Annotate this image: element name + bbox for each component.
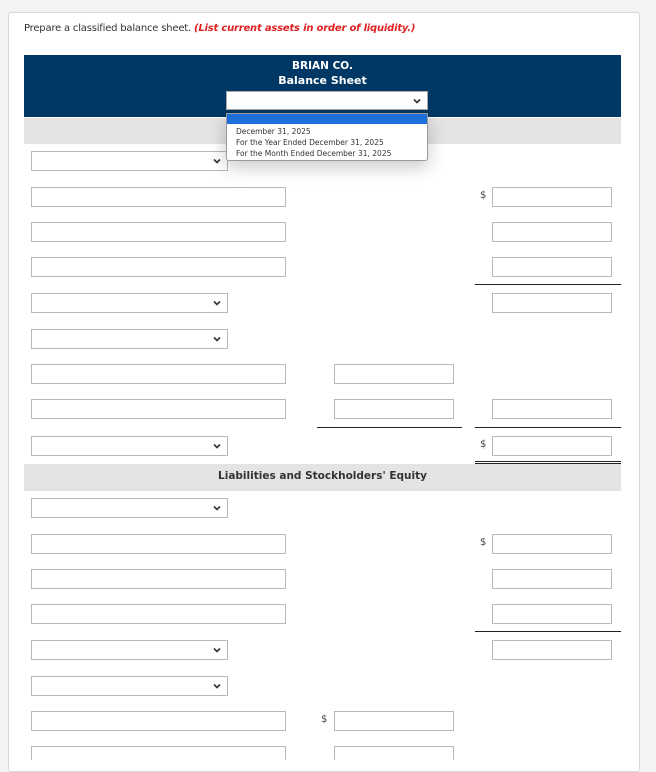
dollar-sign: $ [480,537,487,548]
chevron-down-icon [212,645,222,655]
liabilities-band [24,464,621,491]
dropdown-option-december-31[interactable]: December 31, 2025 [236,127,311,136]
company-name: BRIAN CO. [292,60,353,72]
amount-input[interactable] [492,257,612,277]
account-select[interactable] [31,151,228,171]
account-name-input[interactable] [31,187,286,207]
dollar-sign: $ [480,190,487,201]
account-name-input[interactable] [31,222,286,242]
date-select[interactable] [226,91,428,110]
amount-input[interactable] [334,399,454,419]
chevron-down-icon [212,156,222,166]
chevron-down-icon [212,298,222,308]
chevron-down-icon [212,334,222,344]
account-select[interactable] [31,436,228,456]
statement-title: Balance Sheet [278,74,367,87]
double-underline [475,463,621,464]
amount-input[interactable] [334,364,454,384]
amount-input[interactable] [492,293,612,313]
dropdown-option-blank[interactable] [227,114,427,124]
amount-input[interactable] [492,569,612,589]
subtotal-line [317,427,462,428]
liabilities-equity-title: Liabilities and Stockholders' Equity [218,470,427,482]
amount-input[interactable] [492,187,612,207]
double-underline [475,461,621,462]
dropdown-option-year-ended[interactable]: For the Year Ended December 31, 2025 [236,138,384,147]
subtotal-line [475,631,621,632]
chevron-down-icon [412,96,422,106]
account-select[interactable] [31,498,228,518]
dollar-sign: $ [321,714,328,725]
dollar-sign: $ [480,439,487,450]
account-name-input[interactable] [31,569,286,589]
account-select[interactable] [31,640,228,660]
account-name-input[interactable] [31,604,286,624]
instruction-text: Prepare a classified balance sheet. [24,23,191,34]
amount-input[interactable] [334,711,454,731]
account-name-input[interactable] [31,399,286,419]
account-name-input[interactable] [31,746,286,760]
account-name-input[interactable] [31,534,286,554]
account-name-input[interactable] [31,364,286,384]
date-dropdown-list [226,113,428,161]
dropdown-option-month-ended[interactable]: For the Month Ended December 31, 2025 [236,149,392,158]
account-name-input[interactable] [31,711,286,731]
amount-input[interactable] [334,746,454,760]
chevron-down-icon [212,441,222,451]
instructions [24,23,415,34]
amount-input[interactable] [492,604,612,624]
amount-input[interactable] [492,640,612,660]
subtotal-line [475,427,621,428]
total-assets-input[interactable] [492,436,612,456]
chevron-down-icon [212,681,222,691]
account-select[interactable] [31,676,228,696]
amount-input[interactable] [492,534,612,554]
account-name-input[interactable] [31,257,286,277]
chevron-down-icon [212,503,222,513]
instruction-note: (List current assets in order of liquidity.) [193,23,416,34]
amount-input[interactable] [492,399,612,419]
subtotal-line [475,284,621,285]
amount-input[interactable] [492,222,612,242]
account-select[interactable] [31,329,228,349]
account-select[interactable] [31,293,228,313]
